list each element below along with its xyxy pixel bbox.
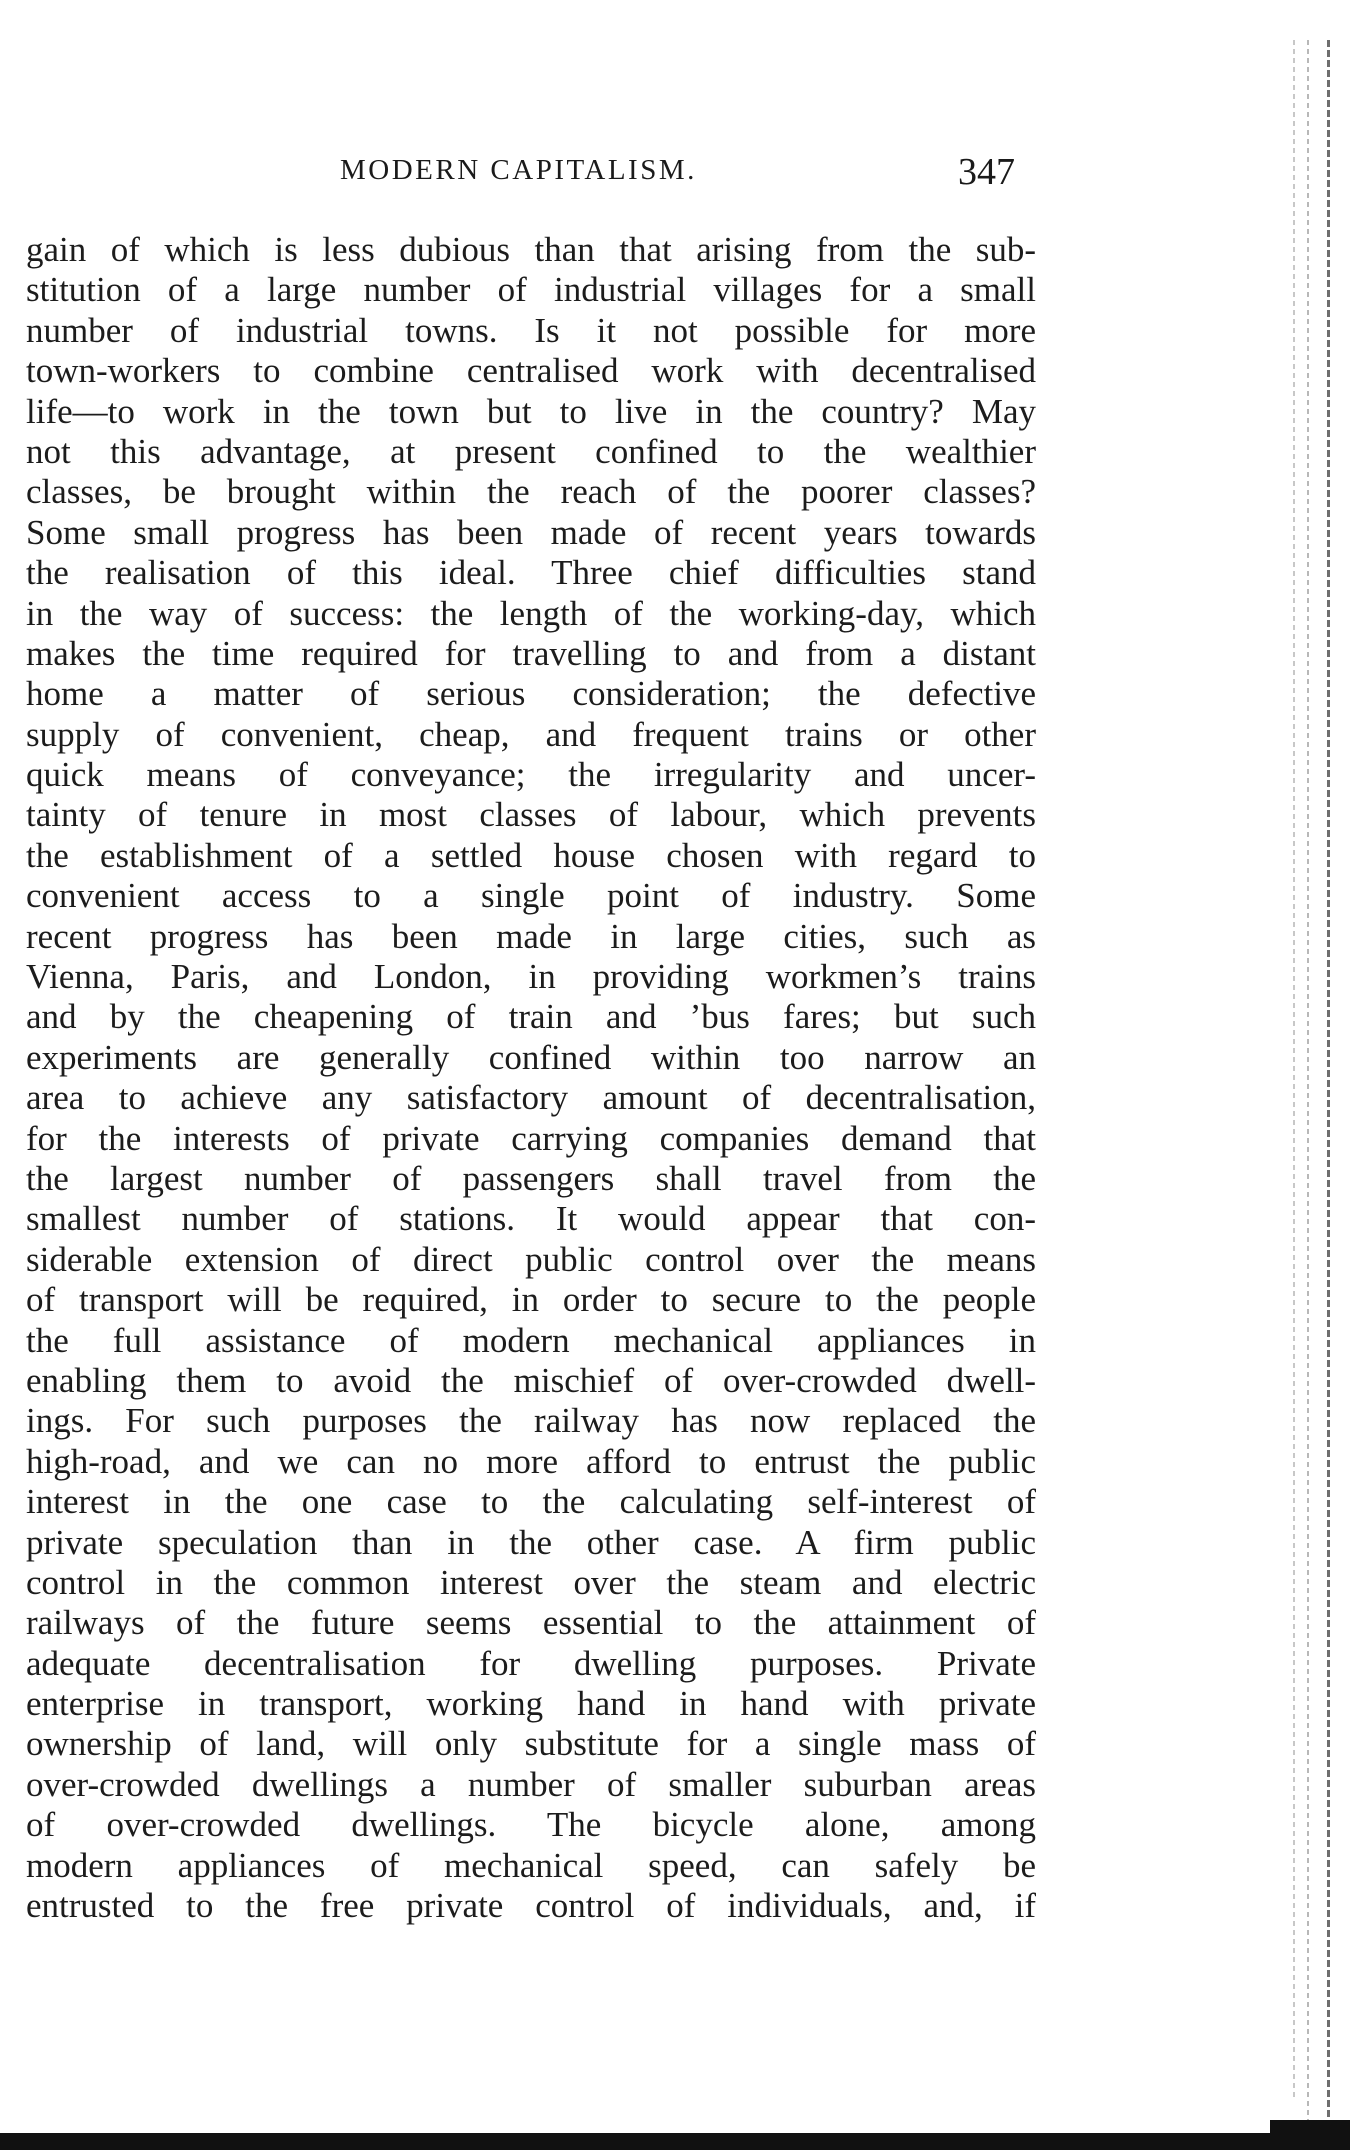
text-line: railways of the future seems essential to the attainment of: [26, 1603, 1036, 1643]
text-line: modern appliances of mechanical speed, can safely be: [26, 1845, 1036, 1885]
text-line: of transport will be required, in order to secure to the people: [26, 1280, 1036, 1320]
text-line: interest in the one case to the calculating self-interest of: [26, 1482, 1036, 1522]
text-line: stitution of a large number of industrial villages for a small: [26, 270, 1036, 310]
edge-stroke: [1307, 40, 1309, 2120]
text-line: town-workers to combine centralised work with decentralised: [26, 351, 1036, 391]
edge-stroke: [1327, 40, 1330, 2130]
text-line: supply of convenient, cheap, and frequent trains or other: [26, 714, 1036, 754]
text-line: life—to work in the town but to live in the country? May: [26, 391, 1036, 431]
text-line: classes, be brought within the reach of the poorer classes?: [26, 472, 1036, 512]
text-line: convenient access to a single point of industry. Some: [26, 876, 1036, 916]
text-line: Vienna, Paris, and London, in providing workmen’s trains: [26, 957, 1036, 997]
page-edge-shadow: [1285, 40, 1345, 2150]
text-line: over-crowded dwellings a number of smaller suburban areas: [26, 1764, 1036, 1804]
text-line: ownership of land, will only substitute for a single mass of: [26, 1724, 1036, 1764]
text-line: quick means of conveyance; the irregularity and uncer-: [26, 755, 1036, 795]
text-line: entrusted to the free private control of individuals, and, if: [26, 1886, 1036, 1926]
body-text: [26, 230, 1036, 1926]
text-line: not this advantage, at present confined to the wealthier: [26, 431, 1036, 471]
text-line: the full assistance of modern mechanical appliances in: [26, 1320, 1036, 1360]
text-line: makes the time required for travelling to and from a distant: [26, 633, 1036, 673]
text-line: control in the common interest over the steam and electric: [26, 1562, 1036, 1602]
text-line: Some small progress has been made of recent years towards: [26, 512, 1036, 552]
text-line: high-road, and we can no more afford to entrust the public: [26, 1441, 1036, 1481]
page-number: 347: [958, 151, 1015, 193]
text-line: number of industrial towns. Is it not possible for more: [26, 310, 1036, 350]
text-line: adequate decentralisation for dwelling purposes. Private: [26, 1643, 1036, 1683]
running-header: [0, 150, 1350, 210]
scan-bottom-edge: [0, 2133, 1350, 2150]
running-title: MODERN CAPITALISM.: [340, 154, 697, 186]
text-line: home a matter of serious consideration; the defective: [26, 674, 1036, 714]
text-line: the largest number of passengers shall travel from the: [26, 1158, 1036, 1198]
text-line: smallest number of stations. It would appear that con-: [26, 1199, 1036, 1239]
text-line: tainty of tenure in most classes of labour, which prevents: [26, 795, 1036, 835]
text-line: the realisation of this ideal. Three chief difficulties stand: [26, 553, 1036, 593]
text-line: enterprise in transport, working hand in hand with private: [26, 1684, 1036, 1724]
text-line: ings. For such purposes the railway has now replaced the: [26, 1401, 1036, 1441]
text-line: the establishment of a settled house chosen with regard to: [26, 835, 1036, 875]
scan-edge-step: [1270, 2120, 1350, 2134]
edge-stroke: [1293, 40, 1295, 2100]
text-line: in the way of success: the length of the working-day, which: [26, 593, 1036, 633]
text-line: enabling them to avoid the mischief of over-crowded dwell-: [26, 1360, 1036, 1400]
text-line: private speculation than in the other case. A firm public: [26, 1522, 1036, 1562]
text-line: area to achieve any satisfactory amount of decentralisation,: [26, 1078, 1036, 1118]
text-line: recent progress has been made in large cities, such as: [26, 916, 1036, 956]
text-line: gain of which is less dubious than that arising from the sub-: [26, 230, 1036, 269]
text-line: experiments are generally confined within too narrow an: [26, 1037, 1036, 1077]
text-line: of over-crowded dwellings. The bicycle alone, among: [26, 1805, 1036, 1845]
text-line: and by the cheapening of train and ’bus fares; but such: [26, 997, 1036, 1037]
text-line: for the interests of private carrying companies demand that: [26, 1118, 1036, 1158]
text-line: siderable extension of direct public control over the means: [26, 1239, 1036, 1279]
